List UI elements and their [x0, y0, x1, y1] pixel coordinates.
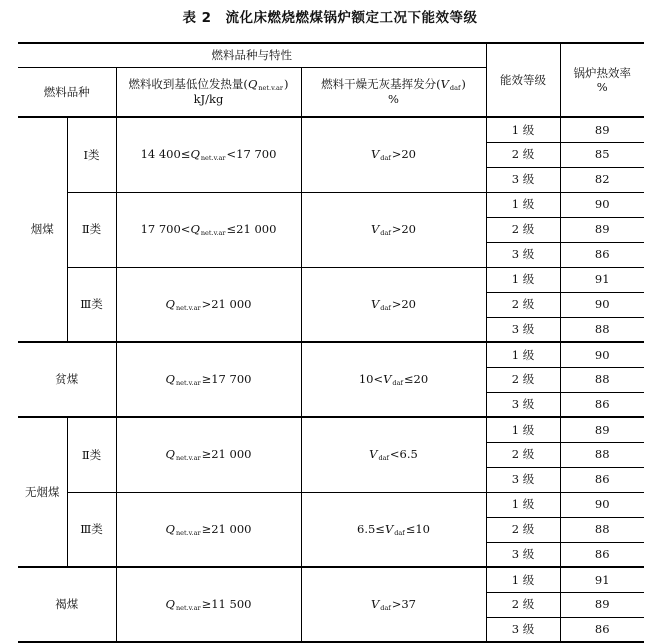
- efficiency-cell: 89: [560, 217, 644, 242]
- efficiency-cell: 88: [560, 517, 644, 542]
- cond-v-a2: $V_{daf}<6.5$: [301, 417, 486, 492]
- efficiency-cell: 86: [560, 392, 644, 417]
- cond-q-b2: 17 $700<Q_{net.v.ar}\le 21$ 000: [116, 192, 301, 267]
- fuel-bituminous: 烟煤: [18, 117, 67, 342]
- grade-cell: 1 级: [486, 192, 560, 217]
- grade-cell: 3 级: [486, 242, 560, 267]
- grade-cell: 1 级: [486, 267, 560, 292]
- header-efficiency: [560, 43, 644, 117]
- header-volatile: [301, 67, 486, 117]
- efficiency-cell: 91: [560, 567, 644, 592]
- header-group: 燃料品种与特性: [18, 43, 486, 67]
- cond-v-a3: $6.5\le V_{daf}\le 10$: [301, 492, 486, 567]
- grade-cell: 3 级: [486, 317, 560, 342]
- efficiency-cell: 88: [560, 317, 644, 342]
- header-efficiency-unit: %: [596, 80, 608, 94]
- efficiency-cell: 86: [560, 617, 644, 642]
- grade-cell: 2 级: [486, 442, 560, 467]
- grade-cell: 1 级: [486, 567, 560, 592]
- efficiency-cell: 88: [560, 442, 644, 467]
- header-grade: 能效等级: [486, 43, 560, 117]
- efficiency-cell: 88: [560, 367, 644, 392]
- cond-q-a3: $Q_{net.v.ar}\ge 21$ 000: [116, 492, 301, 567]
- class-anthracite-2: Ⅱ类: [67, 417, 116, 492]
- efficiency-cell: 90: [560, 292, 644, 317]
- fuel-lignite: 褐煤: [18, 567, 116, 642]
- grade-cell: 2 级: [486, 517, 560, 542]
- grade-cell: 2 级: [486, 142, 560, 167]
- efficiency-cell: 89: [560, 417, 644, 442]
- efficiency-cell: 86: [560, 542, 644, 567]
- grade-cell: 3 级: [486, 542, 560, 567]
- efficiency-grade-table: [18, 42, 644, 643]
- efficiency-cell: 91: [560, 267, 644, 292]
- grade-cell: 1 级: [486, 492, 560, 517]
- class-bituminous-2: Ⅱ类: [67, 192, 116, 267]
- cond-q-lean: $Q_{net.v.ar}\ge 17$ 700: [116, 342, 301, 417]
- table-title: 表 2 流化床燃烧燃煤锅炉额定工况下能效等级: [182, 10, 478, 26]
- cond-v-lignite: $V_{daf}>37$: [301, 567, 486, 642]
- grade-cell: 2 级: [486, 367, 560, 392]
- header-volatile-unit: %: [388, 92, 399, 107]
- cond-q-a2: $Q_{net.v.ar}\ge 21$ 000: [116, 417, 301, 492]
- efficiency-cell: 89: [560, 117, 644, 142]
- grade-cell: 1 级: [486, 342, 560, 367]
- class-bituminous-3: Ⅲ类: [67, 267, 116, 342]
- cond-v-b1: $V_{daf}>20$: [301, 117, 486, 192]
- class-bituminous-1: Ⅰ类: [67, 117, 116, 192]
- grade-cell: 3 级: [486, 467, 560, 492]
- cond-v-b2: $V_{daf}>20$: [301, 192, 486, 267]
- cond-v-b3: $V_{daf}>20$: [301, 267, 486, 342]
- header-efficiency-label: 锅炉热效率: [573, 65, 631, 80]
- grade-cell: 2 级: [486, 292, 560, 317]
- cond-q-lignite: $Q_{net.v.ar}\ge 11$ 500: [116, 567, 301, 642]
- class-anthracite-3: Ⅲ类: [67, 492, 116, 567]
- cond-q-b3: $Q_{net.v.ar}>21$ 000: [116, 267, 301, 342]
- header-heating-value-unit: kJ/kg: [193, 92, 224, 107]
- efficiency-cell: 90: [560, 192, 644, 217]
- efficiency-cell: 86: [560, 467, 644, 492]
- fuel-lean: 贫煤: [18, 342, 116, 417]
- header-heating-value-label: 燃料收到基低位发热量$(Q_{net.v.ar})$: [128, 77, 289, 92]
- grade-cell: 3 级: [486, 617, 560, 642]
- grade-cell: 2 级: [486, 217, 560, 242]
- header-fuel-type: 燃料品种: [18, 67, 116, 117]
- fuel-anthracite: 无烟煤: [18, 417, 67, 567]
- grade-cell: 1 级: [486, 117, 560, 142]
- efficiency-cell: 90: [560, 492, 644, 517]
- header-volatile-label: 燃料干燥无灰基挥发分$(V_{daf})$: [321, 77, 466, 92]
- efficiency-cell: 82: [560, 167, 644, 192]
- grade-cell: 3 级: [486, 167, 560, 192]
- header-heating-value: [116, 67, 301, 117]
- efficiency-cell: 89: [560, 592, 644, 617]
- efficiency-cell: 85: [560, 142, 644, 167]
- cond-v-lean: $10<V_{daf}\le 20$: [301, 342, 486, 417]
- grade-cell: 1 级: [486, 417, 560, 442]
- cond-q-b1: 14 $400\le Q_{net.v.ar}<17$ 700: [116, 117, 301, 192]
- grade-cell: 3 级: [486, 392, 560, 417]
- efficiency-cell: 86: [560, 242, 644, 267]
- grade-cell: 2 级: [486, 592, 560, 617]
- efficiency-cell: 90: [560, 342, 644, 367]
